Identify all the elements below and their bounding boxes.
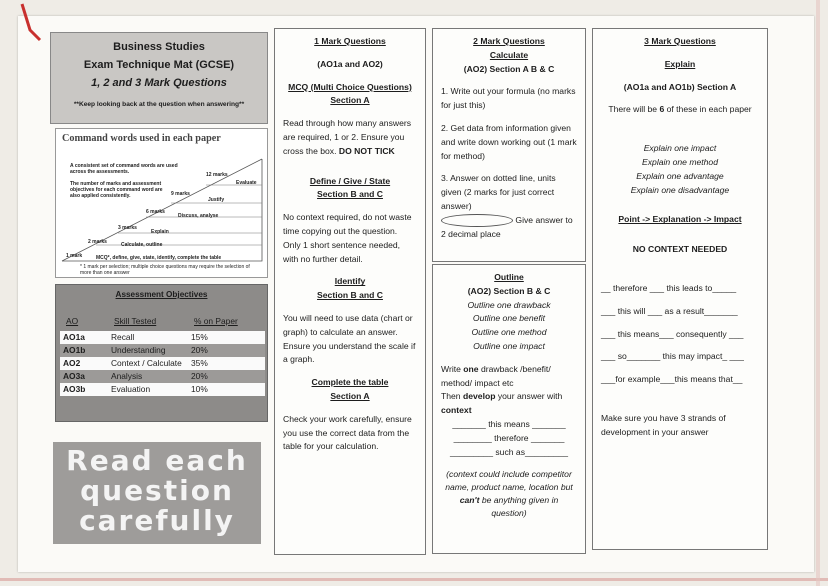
give-answer-text: Give answer to 2 decimal place	[441, 214, 573, 239]
ao-col-ao: AO	[60, 311, 108, 331]
frame-such-as: _________ such as_________	[449, 446, 569, 457]
one-mark-aos: (AO1a and AO2)	[317, 58, 383, 69]
answer-oval	[441, 214, 577, 242]
table-row: AO1a Recall 15%	[60, 331, 265, 344]
read-line2: question	[80, 474, 234, 507]
marks-2: 2 marks	[88, 239, 107, 245]
chain-this-means: ___ this means___ consequently ___	[601, 328, 744, 339]
table-row: AO3b Evaluation 10%	[60, 383, 265, 396]
identify-text: You will need to use data (chart or graph) to calculate an answer. Ensure you understand the scale if a graph.	[283, 312, 416, 365]
calc-step-1: 1. Write out your formula (no marks for just this)	[441, 86, 576, 111]
table-row: AO2 Context / Calculate 35%	[60, 357, 265, 370]
ao-table	[60, 311, 265, 396]
frame-therefore: ________ therefore _______	[453, 432, 565, 443]
one-mark-column	[274, 28, 426, 555]
calc-step-3: 3. Answer on dotted line, units given (2 marks for just correct answer)	[441, 173, 556, 211]
calculate-title: Calculate	[489, 49, 529, 60]
mcq-text: Read through how many answers are required, 1 or 2. Ensure you cross the box. DO NOT TICK	[283, 118, 412, 156]
title-note: **Keep looking back at the question when answering**	[73, 101, 245, 108]
two-mark-calculate-column	[432, 28, 586, 262]
outline-impact: Outline one impact	[473, 340, 545, 351]
command-intro-1: A consistent set of command words are used across the assessments.	[70, 163, 178, 175]
calculate-aos: (AO2) Section A B & C	[463, 63, 555, 74]
explain-disadvantage: Explain one disadvantage	[630, 184, 730, 195]
identify-section: Section B and C	[317, 290, 383, 301]
explain-title: Explain	[664, 58, 696, 69]
two-mark-heading: 2 Mark Questions	[473, 36, 545, 46]
mcq-section: Section A	[330, 95, 370, 106]
word-explain: Explain	[151, 229, 169, 235]
calc-step-2: 2. Get data from information given and write down working out (1 mark for method)	[441, 122, 577, 161]
outline-title: Outline	[494, 272, 524, 282]
one-mark-heading: 1 Mark Questions	[314, 36, 386, 46]
chain-so: ___ so_______ this may impact_ ___	[601, 351, 744, 362]
word-mcq: MCQ*, define, give, state, identify, complete the table	[96, 255, 222, 261]
assessment-objectives-box	[55, 284, 268, 422]
define-title: Define / Give / State	[309, 175, 391, 186]
title-line1: Business Studies	[113, 41, 205, 53]
read-carefully-box	[53, 442, 261, 544]
then-develop-text: Then develop your answer with	[441, 391, 563, 402]
outline-drawback: Outline one drawback	[467, 299, 551, 310]
ao-col-pct: % on Paper	[188, 311, 265, 331]
no-context-needed: NO CONTEXT NEEDED	[632, 244, 728, 255]
chain-for-example: ___for example___this means that__	[601, 374, 743, 385]
answer-oval-shape	[441, 214, 513, 227]
marks-1: 1 mark	[66, 253, 83, 259]
command-words-box	[55, 128, 268, 278]
write-one-text: Write one drawback /benefit/ method/ impact etc	[441, 363, 551, 388]
strands-note: Make sure you have 3 strands of development in your answer	[601, 412, 726, 437]
context-label: context	[441, 405, 472, 416]
three-mark-heading: 3 Mark Questions	[644, 36, 716, 46]
outline-benefit: Outline one benefit	[472, 313, 546, 324]
word-evaluate: Evaluate	[236, 180, 257, 186]
context-note: (context could include competitor name, product name, location but can't be anything given in question)	[445, 469, 573, 519]
word-justify: Justify	[208, 197, 225, 203]
table-row: AO3a Analysis 20%	[60, 370, 265, 383]
define-text: No context required, do not waste time copying out the question. Only 1 short sentence needed, with no further detail.	[283, 212, 412, 264]
identify-title: Identify	[334, 276, 366, 287]
read-line3: carefully	[79, 504, 235, 537]
pee-text: Point -> Explanation -> Impact	[618, 214, 742, 225]
marks-9: 9 marks	[171, 191, 190, 197]
marks-6: 6 marks	[146, 209, 165, 215]
title-box	[50, 32, 268, 124]
define-section: Section B and C	[317, 189, 383, 200]
mcq-bold: DO NOT TICK	[338, 145, 395, 156]
command-intro-2: The number of marks and assessment objectives for each command word are also applied consistently.	[70, 181, 163, 199]
outline-aos: (AO2) Section B & C	[467, 285, 551, 296]
chain-therefore: __ therefore ___ this leads to_____	[601, 282, 737, 293]
word-discuss: Discuss, analyse	[178, 213, 219, 219]
title-line3: 1, 2 and 3 Mark Questions	[91, 77, 227, 89]
explain-aos: (AO1a and AO1b) Section A	[623, 81, 737, 92]
outline-method: Outline one method	[471, 327, 547, 338]
explain-method: Explain one method	[642, 156, 718, 167]
command-footnote: * 1 mark per selection; multiple choice questions may require the selection of more than one answer	[80, 264, 250, 276]
two-mark-outline-column	[432, 264, 586, 554]
chain-this-will: ___ this will ___ as a result_______	[601, 305, 738, 316]
read-line1: Read each	[66, 444, 248, 477]
table-title: Complete the table	[311, 377, 389, 388]
table-text: Check your work carefully, ensure you use the correct data from the table for your calculation.	[283, 413, 412, 452]
explain-impact: Explain one impact	[643, 143, 717, 154]
ao-col-skill: Skill Tested	[108, 311, 188, 331]
title-line2: Exam Technique Mat (GCSE)	[83, 59, 235, 71]
mcq-title: MCQ (Multi Choice Questions)	[288, 81, 412, 92]
three-mark-column	[592, 28, 768, 550]
command-words-title: Command words used in each paper	[62, 133, 221, 144]
explain-advantage: Explain one advantage	[636, 170, 724, 181]
ao-heading: Assessment Objectives	[115, 290, 208, 299]
explain-count: There will be 6 of these in each paper	[608, 104, 752, 115]
table-row: AO1b Understanding 20%	[60, 344, 265, 357]
marks-3: 3 marks	[118, 225, 137, 231]
table-section: Section A	[330, 390, 370, 401]
frame-this-means: _______ this means _______	[452, 418, 566, 429]
marks-12: 12 marks	[206, 172, 228, 178]
word-calculate: Calculate, outline	[121, 242, 163, 248]
